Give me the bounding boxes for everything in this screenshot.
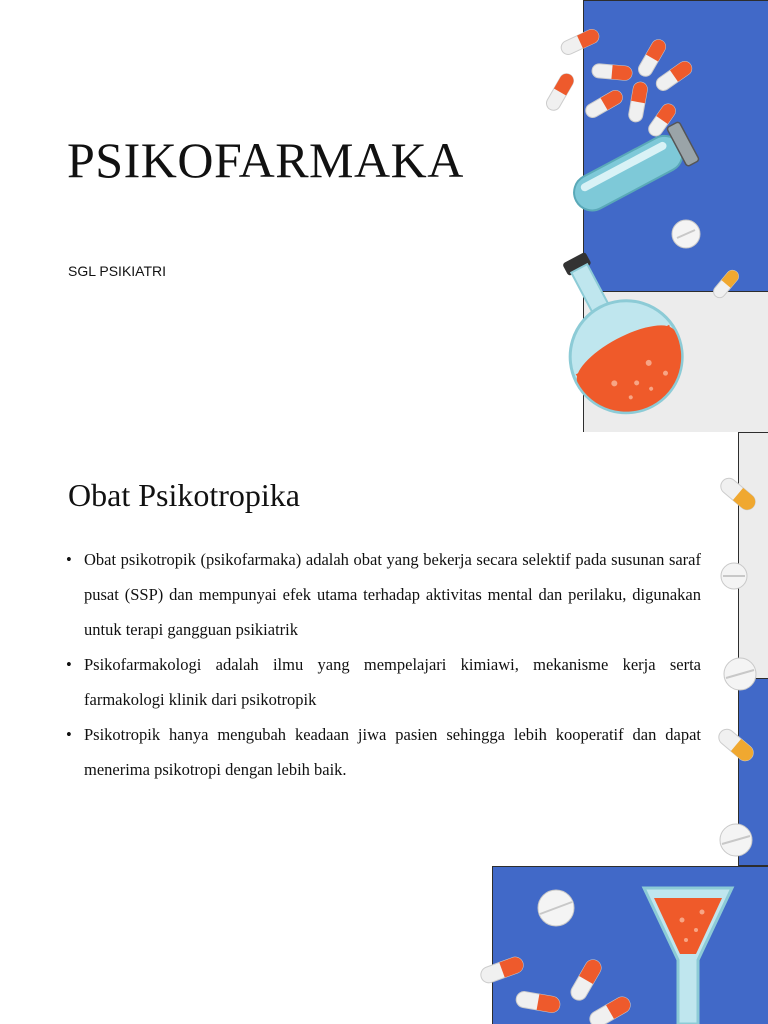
capsule-icon	[568, 957, 604, 1003]
funnel-icon	[644, 888, 732, 1024]
slide-title: PSIKOFARMAKA	[67, 132, 464, 188]
capsule-icon	[587, 994, 633, 1024]
capsule-icon	[636, 37, 668, 79]
pill-icon	[721, 563, 747, 589]
bottom-pills-decoration	[470, 880, 768, 1024]
bullet-item: • Psikofarmakologi adalah ilmu yang mempelajari kimiawi, mekanisme kerja serta farmakologi klinik dari psikotropik	[66, 647, 701, 717]
round-flask-icon	[532, 244, 702, 429]
capsule-icon	[708, 266, 744, 302]
capsule-icon	[718, 475, 759, 513]
capsule-icon	[716, 726, 757, 764]
bullet-list	[66, 542, 701, 787]
pills-column-decoration	[712, 472, 762, 912]
capsule-icon	[654, 59, 695, 93]
capsule-icon	[544, 71, 576, 113]
capsule-icon	[559, 27, 601, 57]
slide-heading: Obat Psikotropika	[68, 477, 300, 513]
capsule-icon	[515, 990, 561, 1013]
pill-icon	[720, 824, 752, 856]
content-slide	[0, 432, 768, 1024]
slide-subtitle: SGL PSIKIATRI	[68, 263, 167, 279]
bullet-item: • Psikotropik hanya mengubah keadaan jiwa pasien sehingga lebih kooperatif dan dapat menerima psikotropi dengan lebih baik.	[66, 717, 701, 787]
title-slide	[0, 0, 768, 432]
capsule-icon	[479, 955, 526, 985]
pill-icon	[724, 658, 756, 690]
pill-icon	[538, 890, 574, 926]
bullet-item: • Obat psikotropik (psikofarmaka) adalah obat yang bekerja secara selektif pada susunan saraf pusat (SSP) dan mempunyai efek utama terhadap aktivitas mental dan perilaku, digunakan untuk terapi gangguan psikiatrik	[66, 542, 701, 647]
test-tube-icon	[558, 108, 718, 228]
capsule-icon	[591, 63, 632, 80]
